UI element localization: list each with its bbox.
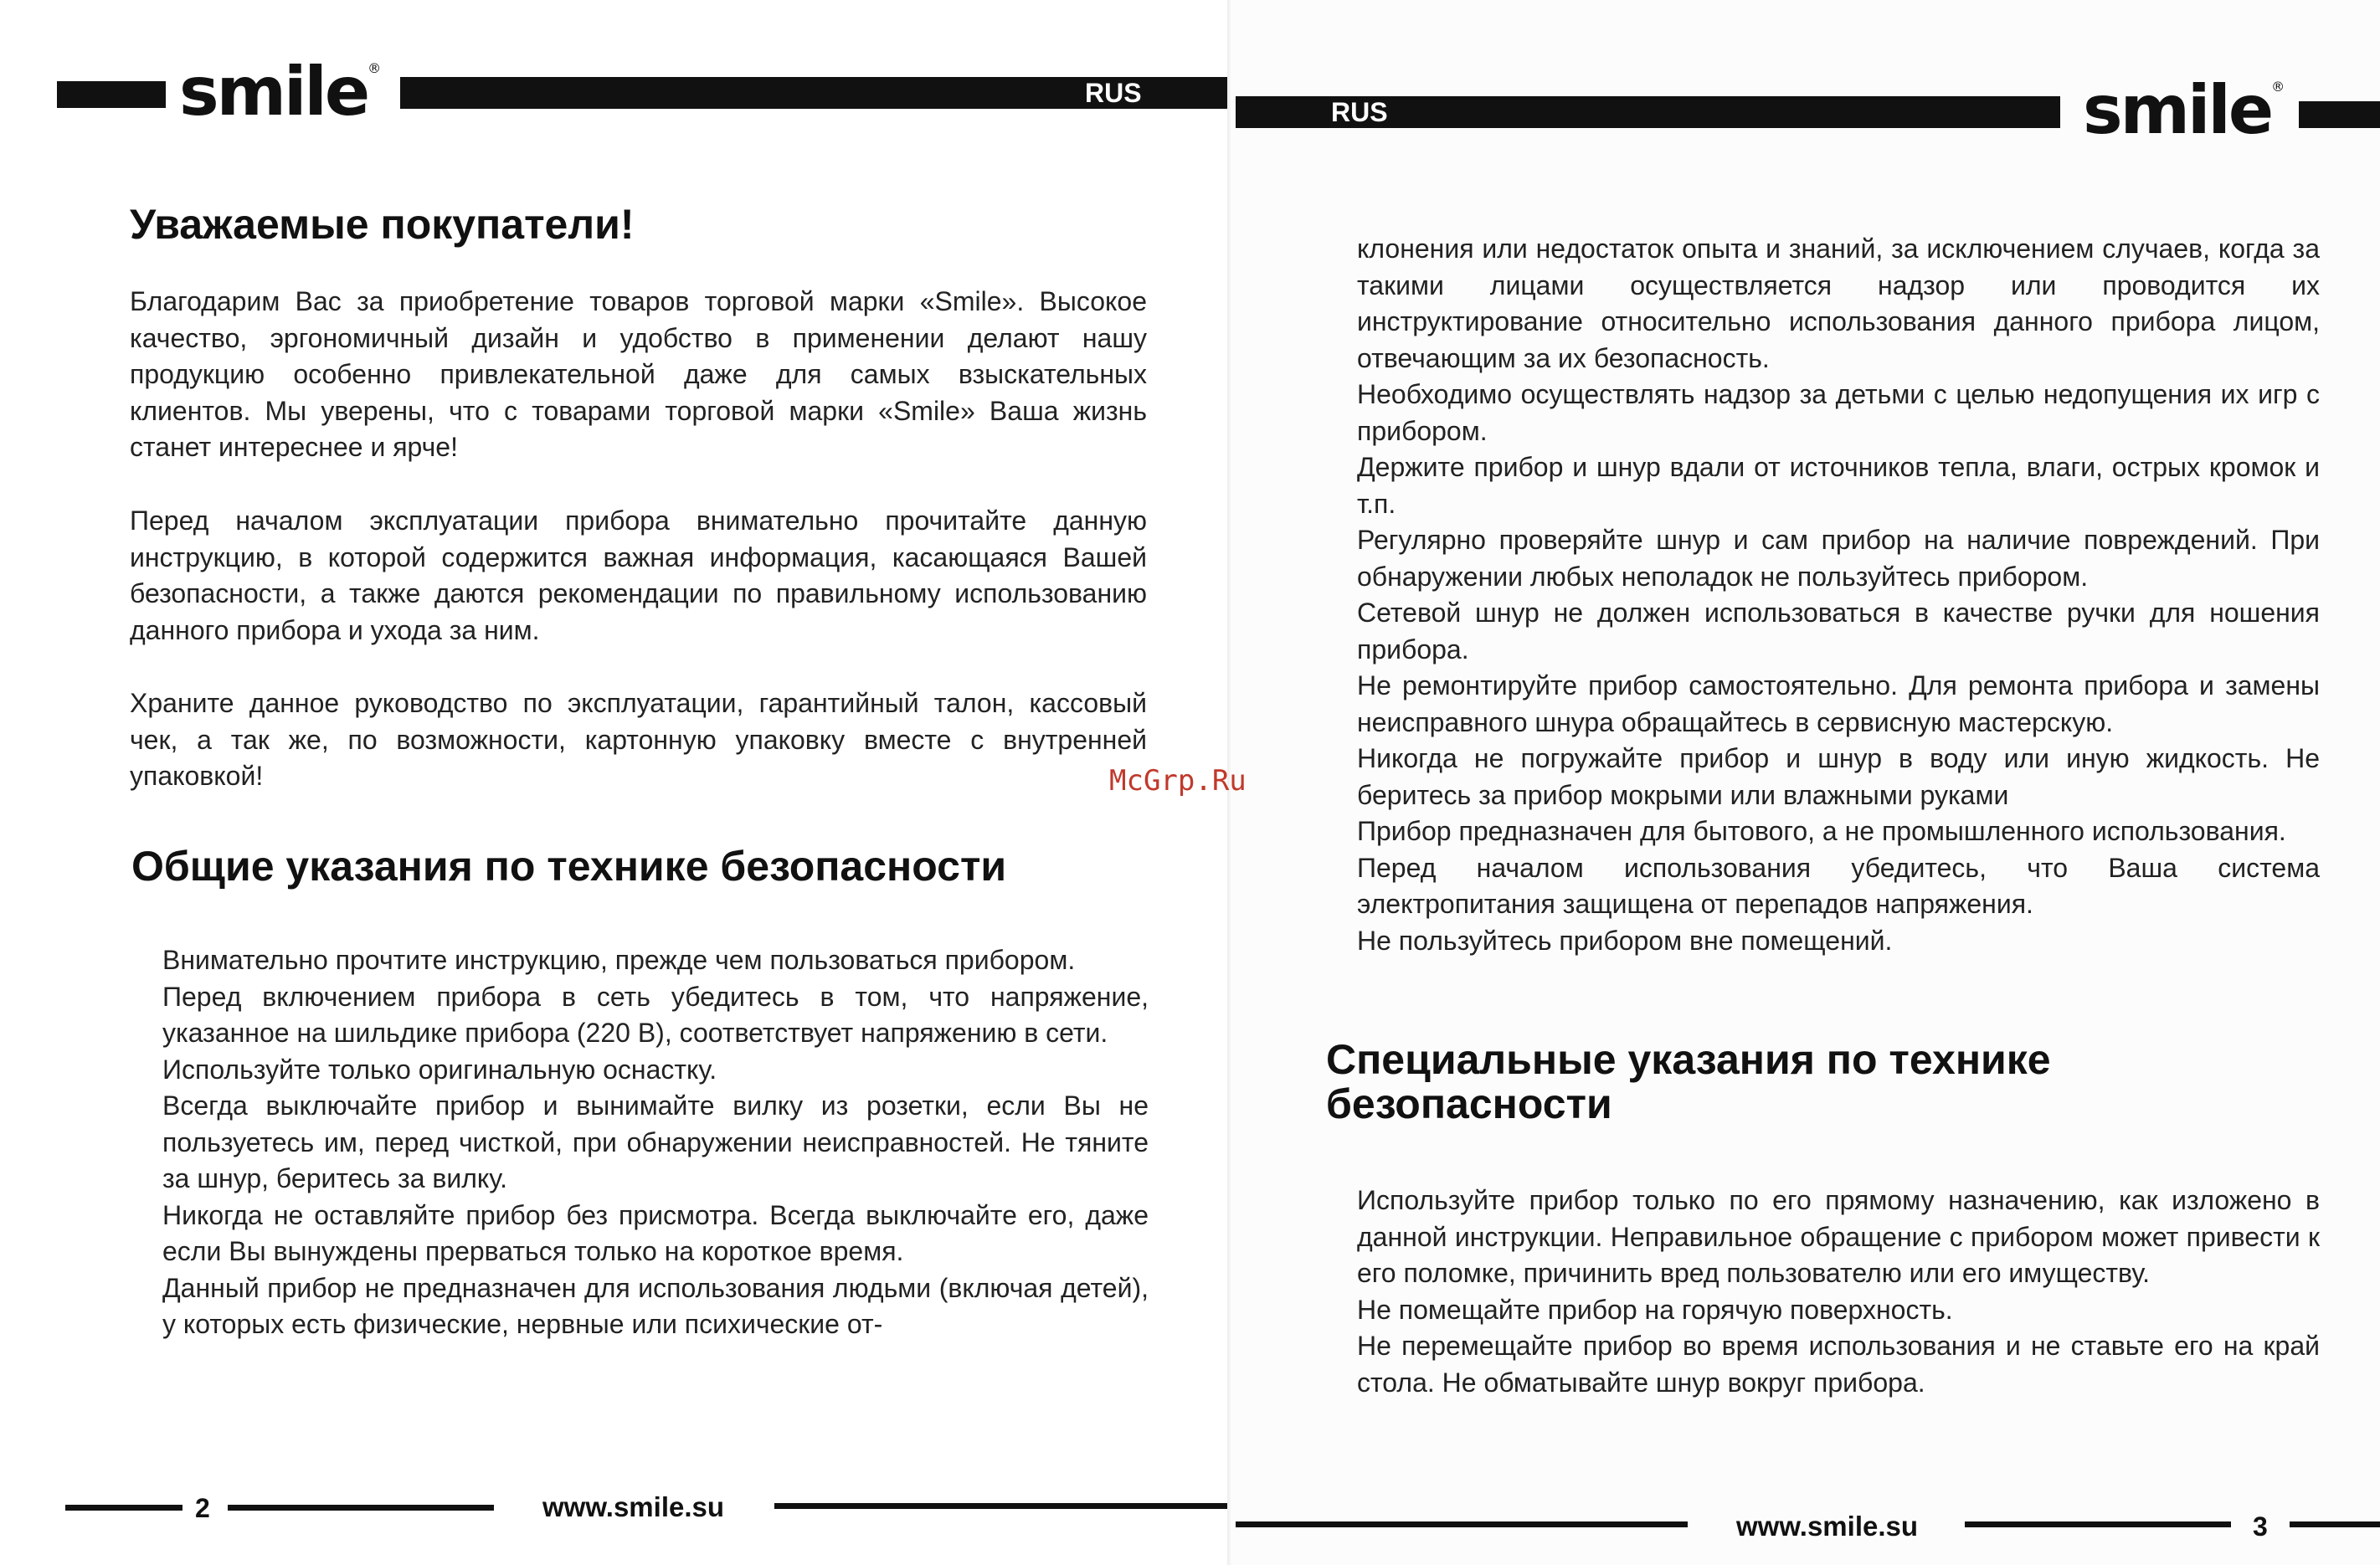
brand-name: smile [179,53,368,131]
header-bar-right-long [1236,96,2060,128]
footer-line-right-2 [1965,1521,2231,1527]
list-item: клонения или недостаток опыта и знаний, за исключением случаев, когда за такими лицами осуществляется надзор или проводится их инструктирование относительно использования данного прибора лицом, отвечающим за их безопасность. [1357,233,2320,373]
header-bar-right-short [2299,101,2380,128]
list-item: Не помещайте прибор на горячую поверхность. [1357,1294,1953,1325]
page-number-right: 3 [2253,1511,2268,1542]
list-item: Держите прибор и шнур вдали от источников тепла, влаги, острых кромок и т.п. [1357,452,2320,519]
brand-logo-left [179,53,382,131]
list-item: Перед началом использования убедитесь, что Ваша система электропитания защищена от перепадов напряжения. [1357,852,2320,919]
list-item: Используйте прибор только по его прямому назначению, как изложено в данной инструкции. Неправильное обращение с прибором может привести к его поломке, причинить вред пользователю или его имуществу. [1357,1185,2320,1288]
list-item: Используйте только оригинальную оснастку. [162,1054,717,1085]
intro-paragraph-1: Благодарим Вас за приобретение товаров торговой марки «Smile». Высокое качество, эргономичный дизайн и удобство в применении делают нашу продукцию особенно привлекательной даже для самых взыскательных клиентов. Мы уверены, что с товарами торговой марки «Smile» Ваша жизнь станет интереснее и ярче! [130,286,1147,462]
section-title-general-safety: Общие указания по технике безопасности [131,843,1007,890]
list-item: Перед включением прибора в сеть убедитесь в том, что напряжение, указанное на шильдике прибора (220 В), соответствует напряжению в сети. [162,981,1149,1048]
page-number-left: 2 [195,1493,210,1523]
brand-name: smile [2083,71,2272,149]
website-link-right[interactable]: www.smile.su [1736,1511,1919,1542]
brand-logo-right [2083,71,2285,149]
list-item: Не перемещайте прибор во время использования и не ставьте его на край стола. Не обматывайте шнур вокруг прибора. [1357,1331,2320,1398]
list-item: Прибор предназначен для бытового, а не промышленного использования. [1357,816,2286,846]
header-bar-left-short [57,81,166,108]
page-title: Уважаемые покупатели! [130,201,635,248]
general-safety-list-continued [1357,231,2320,959]
registered-mark: ® [2271,79,2285,95]
general-safety-list [162,942,1149,1343]
list-item: Никогда не оставляйте прибор без присмотра. Всегда выключайте его, даже если Вы вынуждены прерваться только на короткое время. [162,1199,1149,1266]
footer-line-right-1 [1236,1521,1688,1527]
footer-line-left-2 [228,1505,494,1511]
special-safety-list [1357,1183,2320,1401]
website-link-left[interactable]: www.smile.su [542,1491,725,1522]
footer-line-left-1 [65,1505,182,1511]
list-item: Не ремонтируйте прибор самостоятельно. Для ремонта прибора и замены неисправного шнура обращайтесь в сервисную мастерскую. [1357,670,2320,737]
footer-line-right-3 [2290,1521,2380,1527]
list-item: Данный прибор не предназначен для использования людьми (включая детей), у которых есть физические, нервные или психические от- [162,1272,1149,1339]
list-item: Необходимо осуществлять надзор за детьми с целью недопущения их игр с прибором. [1357,379,2320,446]
list-item: Никогда не погружайте прибор и шнур в воду или иную жидкость. Не беритесь за прибор мокрыми или влажными руками [1357,743,2320,810]
list-item: Внимательно прочтите инструкцию, прежде чем пользоваться прибором. [162,945,1076,975]
watermark: McGrp.Ru [1109,764,1247,798]
list-item: Сетевой шнур не должен использоваться в качестве ручки для ношения прибора. [1357,598,2320,664]
section-title-line-2: безопасности [1326,1080,1612,1127]
list-item: Не пользуйтесь прибором вне помещений. [1357,925,1893,956]
language-label-right: RUS [1331,97,1388,127]
section-title-line-1: Специальные указания по технике [1326,1036,2051,1083]
footer-line-left-3 [774,1503,1231,1509]
right-page [1231,0,2380,1565]
language-label-left: RUS [1085,78,1142,108]
section-title-special-safety [1326,1038,2051,1126]
list-item: Всегда выключайте прибор и вынимайте вилку из розетки, если Вы не пользуетесь им, перед чисткой, при обнаружении неисправностей. Не тяните за шнур, беритесь за вилку. [162,1090,1149,1193]
intro-paragraph-2: Перед началом эксплуатации прибора внимательно прочитайте данную инструкцию, в которой содержится важная информация, касающаяся Вашей безопасности, а также даются рекомендации по правильному использованию данного прибора и ухода за ним. [130,505,1147,645]
registered-mark: ® [368,60,382,76]
list-item: Регулярно проверяйте шнур и сам прибор на наличие повреждений. При обнаружении любых неполадок не пользуйтесь прибором. [1357,525,2320,592]
intro-paragraph-3: Храните данное руководство по эксплуатации, гарантийный талон, кассовый чек, а так же, по возможности, картонную упаковку вместе с внутренней упаковкой! [130,688,1147,791]
header-bar-left-long [400,77,1231,109]
